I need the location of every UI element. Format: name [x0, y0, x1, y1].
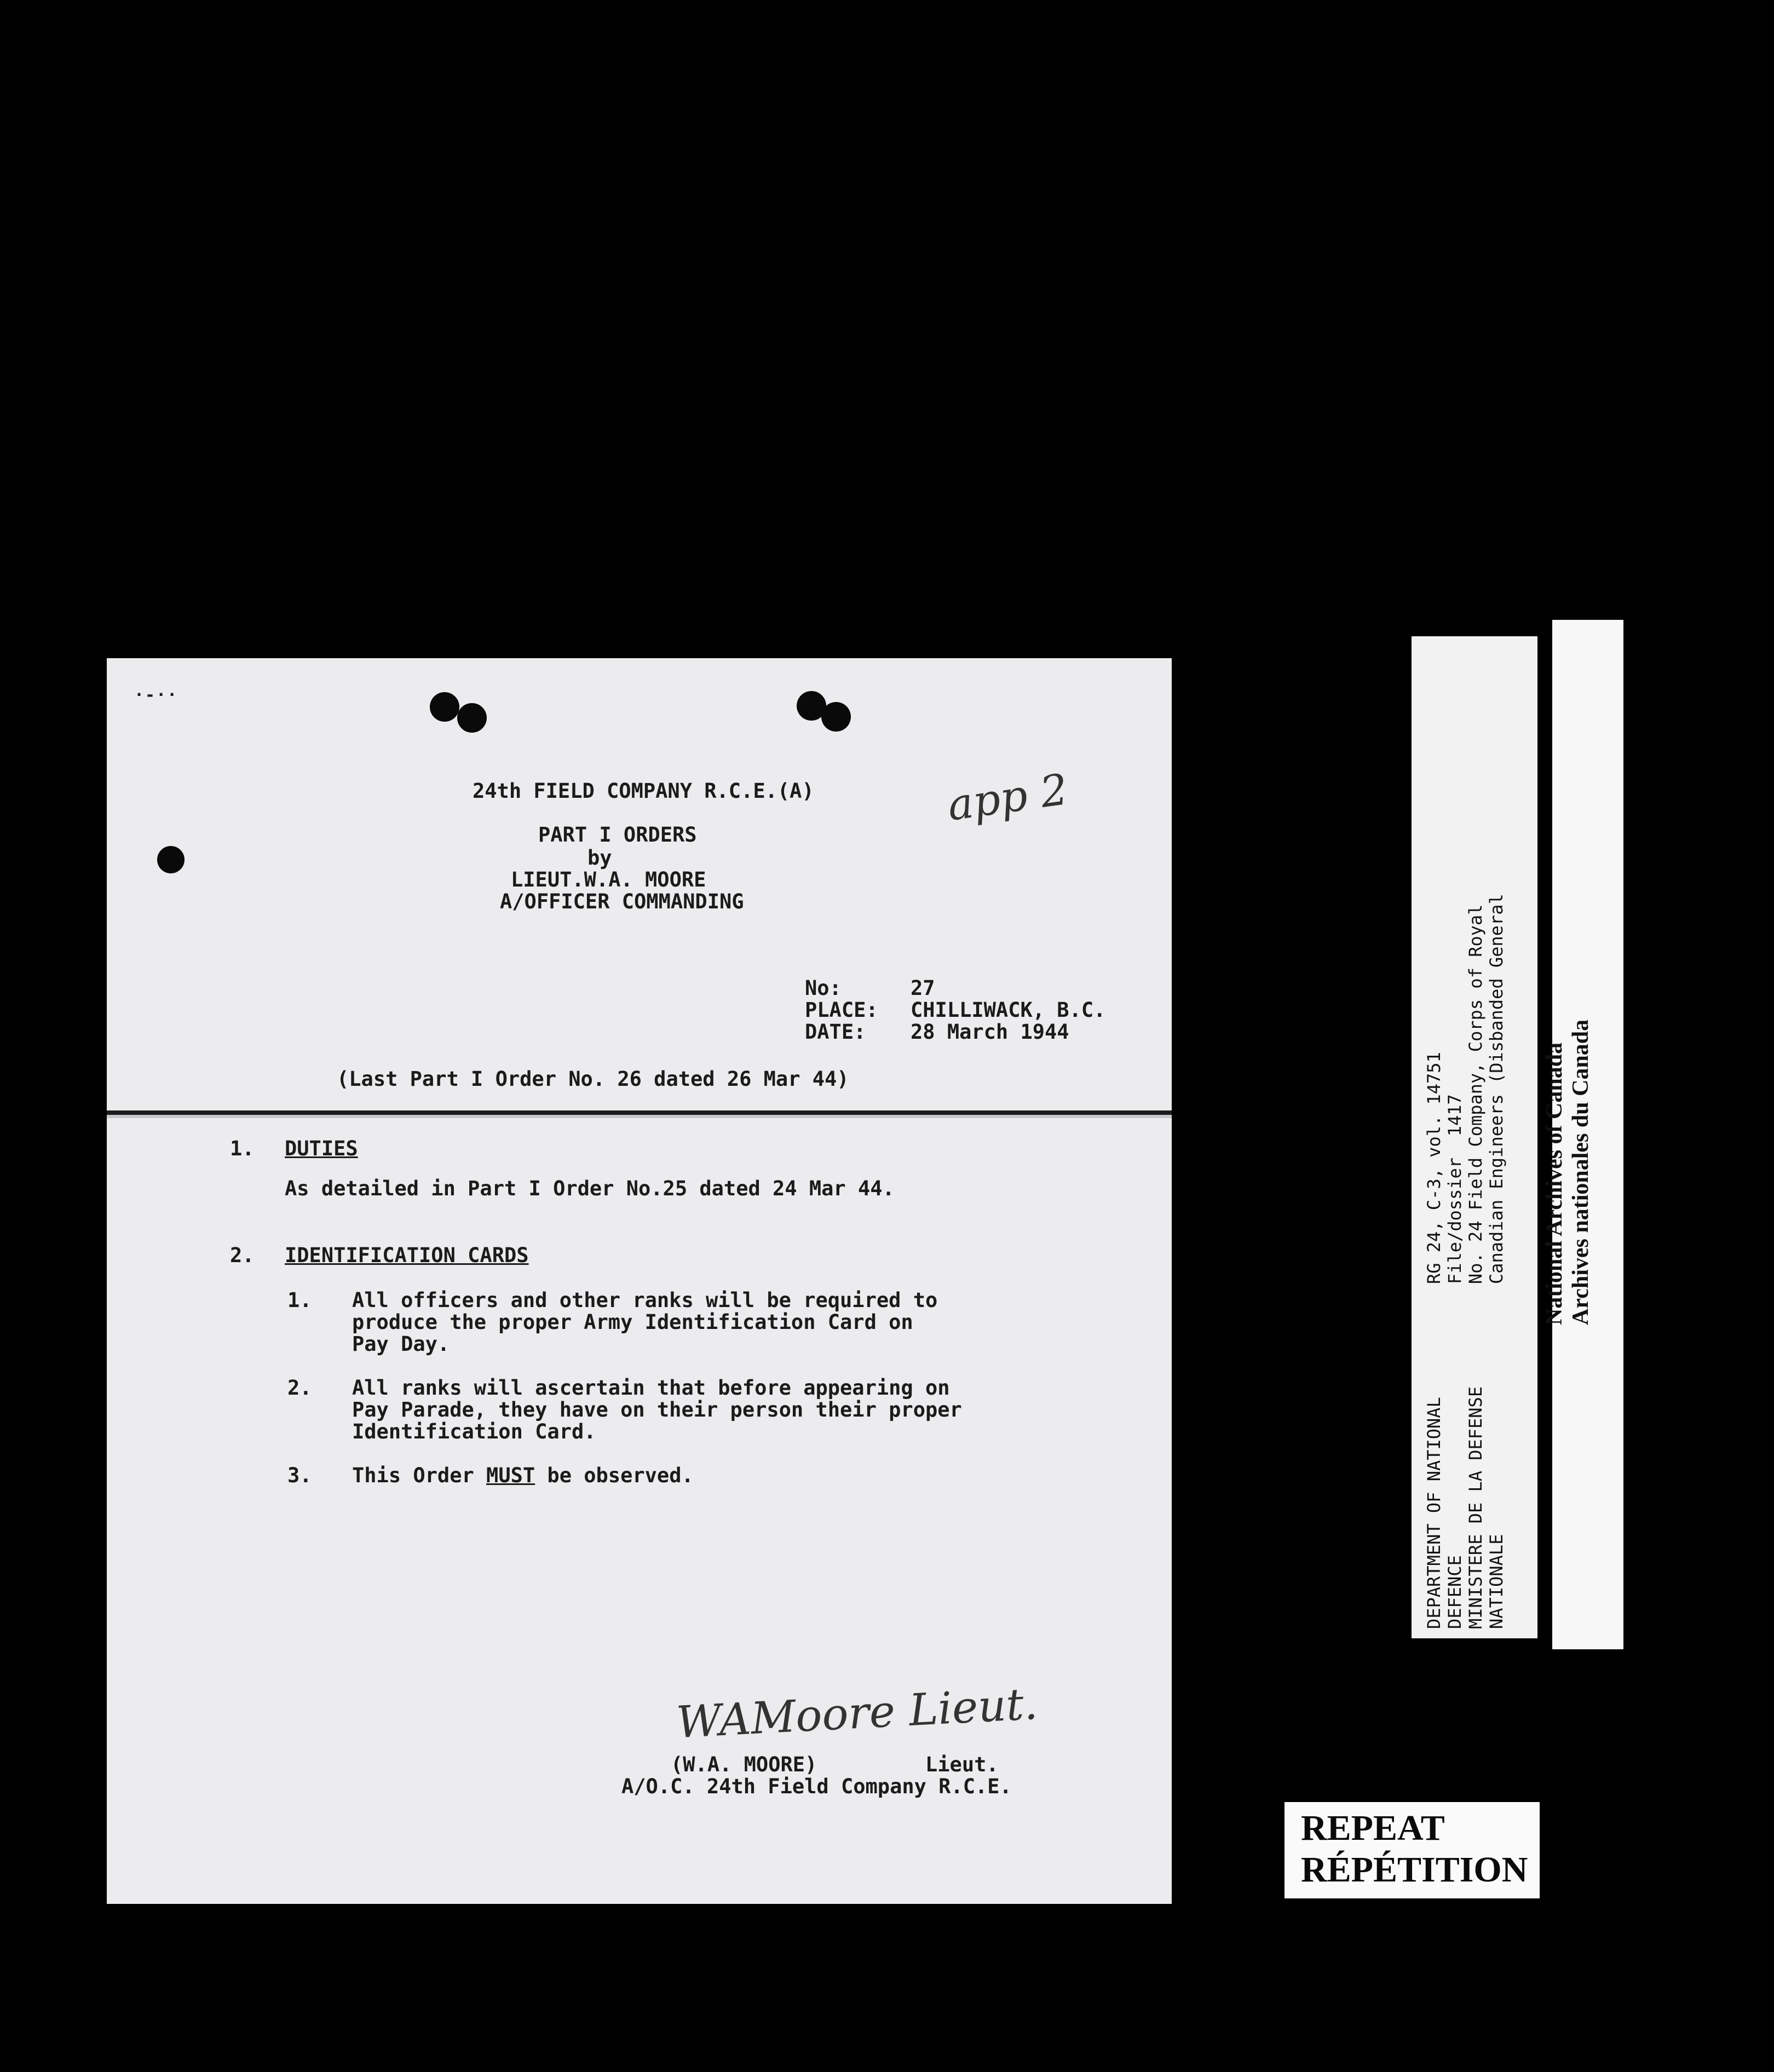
item-3-emphasis: MUST — [486, 1464, 535, 1487]
punch-hole — [430, 692, 459, 722]
handwritten-signature: WAMoore Lieut. — [675, 1678, 1039, 1748]
punch-hole — [821, 702, 851, 732]
section-1-body: As detailed in Part I Order No.25 dated 24 Mar 44. — [285, 1177, 895, 1200]
stray-marks: ·-·· — [134, 686, 178, 705]
handwritten-annotation: app 2 — [944, 765, 1071, 831]
item-1-number: 1. — [287, 1288, 312, 1312]
repeat-stamp-line1: REPEAT — [1301, 1808, 1445, 1848]
document-page — [107, 658, 1172, 1904]
item-2-line: All ranks will ascertain that before appearing on — [352, 1376, 950, 1400]
reference-line: No. 24 Field Company, Corps of Royal — [1465, 904, 1486, 1284]
item-1-line: produce the proper Army Identification Card on — [352, 1310, 913, 1334]
department-line: DEFENCE — [1444, 1555, 1465, 1629]
order-no-label: No: — [805, 976, 842, 1000]
officer-name: LIEUT.W.A. MOORE — [511, 868, 706, 891]
signatory-name: (W.A. MOORE) — [671, 1753, 817, 1776]
item-3-number: 3. — [287, 1464, 312, 1487]
last-order-reference: (Last Part I Order No. 26 dated 26 Mar 44) — [337, 1067, 849, 1091]
item-2-line: Identification Card. — [352, 1420, 596, 1443]
section-1-number: 1. — [230, 1137, 255, 1160]
fold-line — [107, 1110, 1172, 1115]
item-2-number: 2. — [287, 1376, 312, 1400]
national-archives-text — [1541, 1020, 1594, 1325]
section-2-heading: IDENTIFICATION CARDS — [285, 1244, 529, 1267]
unit-heading: 24th FIELD COMPANY R.C.E.(A) — [473, 779, 814, 803]
signatory-rank: Lieut. — [925, 1753, 999, 1776]
reference-line: Canadian Engineers (Disbanded General — [1486, 894, 1507, 1284]
archives-line-fr: Archives nationales du Canada — [1568, 1019, 1593, 1325]
by-line: by — [588, 846, 612, 870]
department-line: MINISTERE DE LA DEFENSE — [1465, 1386, 1486, 1629]
orders-title: PART I ORDERS — [538, 823, 697, 847]
place-value: CHILLIWACK, B.C. — [911, 998, 1106, 1022]
signatory-title: A/O.C. 24th Field Company R.C.E. — [621, 1775, 1012, 1798]
reference-text — [1424, 894, 1507, 1284]
section-1-heading: DUTIES — [285, 1137, 358, 1160]
department-line: DEPARTMENT OF NATIONAL — [1424, 1397, 1444, 1629]
order-no-value: 27 — [911, 976, 935, 1000]
reference-line: File/dossier 1417 — [1444, 1094, 1465, 1284]
archives-line-en: National Archives of Canada — [1542, 1042, 1567, 1325]
section-2-number: 2. — [230, 1244, 255, 1267]
punch-hole — [457, 703, 487, 733]
date-value: 28 March 1944 — [911, 1020, 1069, 1044]
officer-role: A/OFFICER COMMANDING — [500, 890, 744, 913]
place-label: PLACE: — [805, 998, 878, 1022]
reference-line: RG 24, C-3, vol. 14751 — [1424, 1052, 1444, 1284]
item-3-pre: This Order — [352, 1464, 487, 1487]
item-3-text — [352, 1464, 694, 1487]
item-3-post: be observed. — [535, 1464, 694, 1487]
department-text — [1424, 1386, 1507, 1629]
fold-shadow — [107, 1115, 1172, 1118]
repeat-stamp — [1285, 1802, 1540, 1898]
department-line: NATIONALE — [1486, 1534, 1507, 1629]
item-2-line: Pay Parade, they have on their person their proper — [352, 1398, 962, 1421]
punch-hole — [157, 846, 185, 873]
item-1-line: Pay Day. — [352, 1332, 450, 1356]
repeat-stamp-line2: RÉPÉTITION — [1301, 1850, 1528, 1890]
date-label: DATE: — [805, 1020, 866, 1044]
item-1-line: All officers and other ranks will be required to — [352, 1288, 938, 1312]
